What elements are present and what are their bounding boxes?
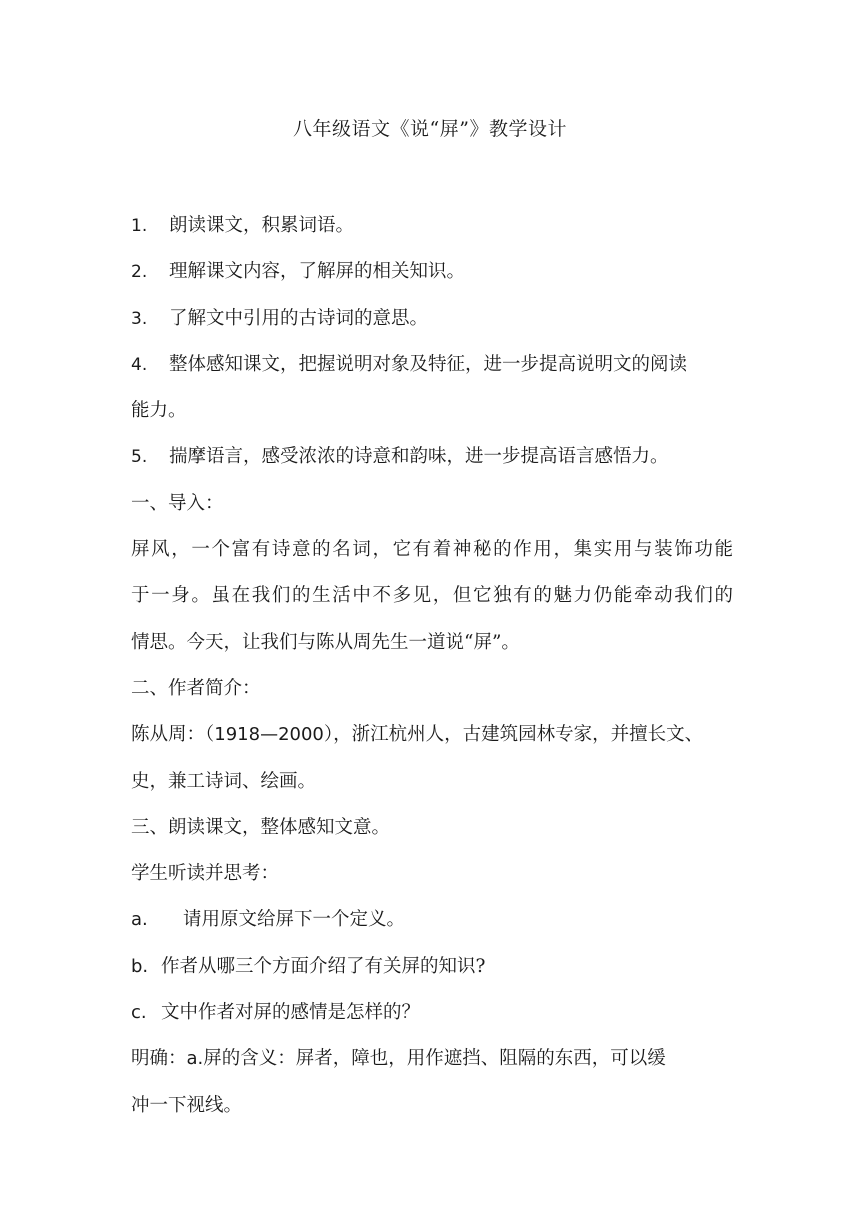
objective-text: 理解课文内容，了解屏的相关知识。: [169, 261, 466, 283]
page-title: 八年级语文《说“屏”》教学设计: [293, 118, 567, 140]
objective-number: 1.: [131, 216, 148, 236]
objective-item: [131, 203, 733, 249]
question-label: a.: [131, 909, 148, 931]
question-item: [131, 990, 733, 1036]
objective-item: [131, 434, 733, 480]
document-body: [131, 203, 733, 1129]
question-text: 作者从哪三个方面介绍了有关屏的知识?: [161, 955, 486, 977]
section-heading-author: 二、作者简介：: [131, 677, 261, 699]
objective-item: [131, 296, 733, 342]
section-heading-intro: 一、导入：: [131, 492, 224, 514]
question-text: 文中作者对屏的感情是怎样的？: [161, 1002, 421, 1024]
author-description: ），浙江杭州人，古建筑园林专家，并擅长文、: [323, 724, 704, 746]
objective-text: 揣摩语言，感受浓浓的诗意和韵味，进一步提高语言感悟力。: [169, 446, 669, 468]
objective-text: 了解文中引用的古诗词的意思。: [169, 307, 429, 329]
answer-prefix: 明确：: [131, 1048, 187, 1070]
objective-item: [131, 342, 733, 388]
author-paragraph-line: [131, 712, 733, 758]
objective-text: 整体感知课文，把握说明对象及特征，进一步提高说明文的阅读: [169, 353, 688, 375]
intro-paragraph-line: 于一身。虽在我们的生活中不多见，但它独有的魅力仍能牵动我们的: [131, 585, 733, 607]
question-label: b.: [131, 955, 149, 977]
author-name-prefix: 陈从周：（: [131, 724, 215, 746]
question-text: 请用原文给屏下一个定义。: [183, 909, 406, 931]
answer-line: [131, 1036, 733, 1082]
intro-paragraph-line: 情思。今天，让我们与陈从周先生一道说“屏”。: [131, 631, 520, 653]
question-item: [131, 944, 733, 990]
answer-label: a.: [186, 1048, 204, 1070]
author-years: 1918—2000: [214, 724, 324, 746]
objective-continuation: 能力。: [131, 400, 187, 422]
intro-paragraph-line: 屏风，一个富有诗意的名词，它有着神秘的作用，集实用与装饰功能: [131, 539, 733, 561]
author-paragraph-line: 史，兼工诗词、绘画。: [131, 770, 317, 792]
objective-text: 朗读课文，积累词语。: [169, 215, 355, 236]
objective-number: 2.: [131, 262, 148, 283]
objective-item: [131, 249, 733, 295]
question-label: c.: [131, 1002, 147, 1024]
objective-number: 4.: [131, 354, 148, 375]
objective-number: 5.: [131, 447, 148, 468]
objective-number: 3.: [131, 308, 148, 329]
section-heading-reading: 三、朗读课文，整体感知文意。: [131, 816, 391, 838]
question-item: [131, 897, 733, 943]
answer-text: 屏的含义：屏者，障也，用作遮挡、阻隔的东西，可以缓: [203, 1048, 666, 1070]
questions-intro: 学生听读并思考：: [131, 863, 280, 885]
answer-continuation: 冲一下视线。: [131, 1094, 243, 1116]
